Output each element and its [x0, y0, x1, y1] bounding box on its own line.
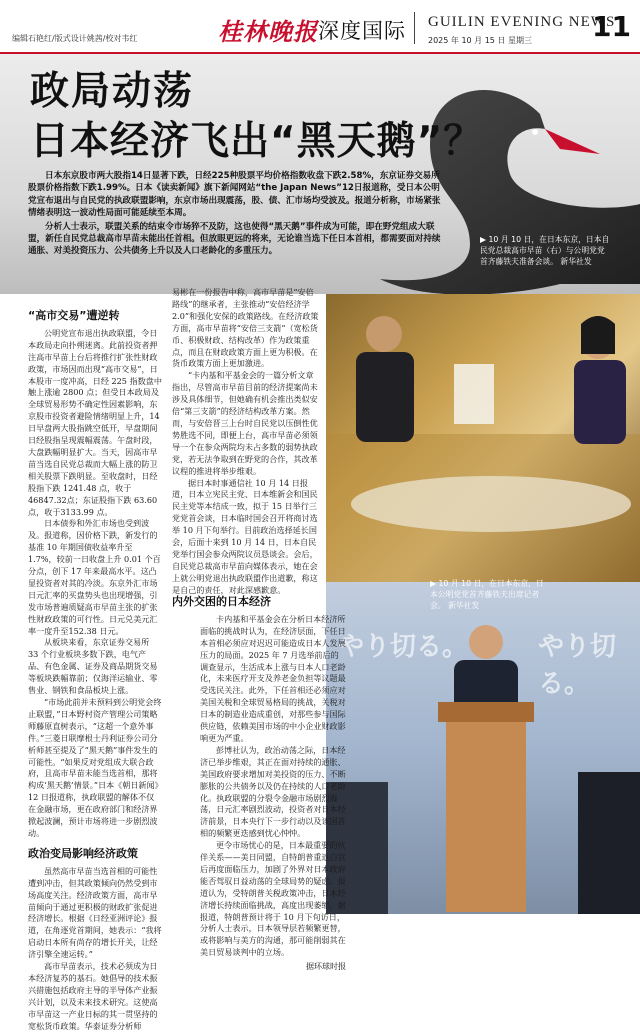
- body-paragraph: 从板块来看，东京证券交易所 33 个行业板块多数下跌，电气产品、有色金属、证券及商品期货交易等板块跌幅靠前；仅海洋运输业、零售业、钢铁和食品板块上涨。: [28, 637, 158, 696]
- body-paragraph: 据日本时事通信社 10 月 14 日报道，日本立宪民主党、日本维新会和国民民主党等本结成一致，拟于 15 日举行三党党首会谈，日本临时国会召开将商讨选举 10 月下旬举行。目前政治选择延长国会，后面十来到 10 月 14 日，日本自民党举行国会参众两院议员恳谈会。会后，自民党总裁高市早苗向媒体表示，她在会上就公明党退出执政联盟作出道歉，称这是自己的责任，对此深感歉意。: [172, 477, 318, 595]
- body-paragraph: 公明党宣布退出执政联盟，令日本政局走向扑朔迷离。此前投资者押注高市早苗上台后将推行扩张性财政政策，市场因而出现“高市交易”，日本股市一度冲高，日经 225 指数盘中触上涨逾 2800 点；但受日本政局及全球贸易形势不确定性因素影响，东京股市投资者避险情绪明显上升，14 日早盘两大股指跳空低开，早盘期间日经股指呈现震幅震荡。午盘时段，大盘跌幅明显扩大。当天，因高市早苗当选自民党总裁而大幅上涨的防卫相关股票下跌明显。至收盘时，日经股指下跌 1241.48 点，收于 46847.32点；东证股指下跌 63.60 点，收于3133.99 点。: [28, 327, 162, 517]
- body-paragraph: 更令市场忧心的是，日本最重要的伙伴关系——美日同盟，自特朗普重返白宫后再度面临压力，加剧了外界对日本政府能否驾驭日益动荡的全球局势的疑虑。报道认为，受特朗普关税政策冲击，日本经济增长持续面临挑战，高度出现萎缩，据报道，特朗普预计将于 10 月下旬访日，分析人士表示，日本领导层若频繁更替，或将影响与美方的沟通，那可能削弱其在美日贸易谈判中的立场。: [200, 840, 346, 958]
- body-paragraph: “卡内基和平基金会的一篇分析文章指出，尽管高市早苗目前的经济提案尚未涉及具体细节，但她确有机会推出类似安倍“第三支箭”的经济结构改革方案。然而，与安倍晋三上台时自民党以压倒性优势胜选不同，即便上台，高市早苗必须领导一个在参众两院均未占多数的弱势执政党，若无法争取到在野党的合作，其改革议程的推进将举步维艰。: [172, 370, 318, 476]
- backdrop-slogan-left: やり切る。: [338, 632, 469, 662]
- backdrop-slogan-right: やり切る。: [538, 632, 617, 699]
- subheading-policy: 政治变局影响经济政策: [28, 846, 138, 860]
- article-column-2: [172, 287, 320, 597]
- body-paragraph: 日本债券和外汇市场也受到波及。报道称，因价格下跌，新发行的基准 10 年期国债收益率升至 1.7%，较前一日收盘上升 0.01 个百分点，创下 17 年来最高水平。这凸显投资者对其的冷淡。东京外汇市场日元汇率的买盘势头也出现增强，引发市场普遍质疑高市早苗主张的扩张性财政政策的可行性。日元兑美元汇率一度升至152.38 日元。: [28, 518, 161, 636]
- body-paragraph: “市场此前并未预料到公明党会终止联盟，”日本野村资产管理公司策略师藤原直树表示，“这超一个意外事件。”三菱日联摩根士丹利证券公司分析师甚至提及了“黑天鹅”事件发生的可能性。“如果反对党组成大联合政府，且高市早苗未能当选首相，那将构成‘黑天鹅’情景。”日本《朝日新闻》12 日报道称，执政联盟的解体不仅在金融市场，更在政府部门和经济界掀起波澜，预计市场将进一步剧烈波动。: [28, 697, 162, 838]
- press-conference-photo: [326, 582, 640, 914]
- headline-line-1: 政局动荡: [30, 69, 195, 114]
- subheading-market: “高市交易”遭逆转: [28, 309, 120, 322]
- newspaper-logo: 桂林晚报: [218, 17, 318, 46]
- headline-line-2: 日本经济飞出“黑天鹅”？: [30, 119, 484, 164]
- page-number: 11: [592, 10, 631, 43]
- lead-para: 日本东京股市两大股指14日显著下跌，日经225种股票平均价格指数收盘下跌2.58%，东京证券交易所股票价格指数下跌1.99%。日本《读卖新闻》旗下新闻网站“the Japan News”12日报道称，受日本公明党宣布退出与自民党的执政联盟影响，东京市场出现震荡，股、债、汇市场均受波及。报道分析称，市场紧张情绪表明这一波动性局面可能延续至本周。: [28, 171, 441, 219]
- source-credit: 据环球时报: [306, 962, 346, 972]
- subheading-economy: 内外交困的日本经济: [172, 595, 271, 608]
- masthead-divider: [414, 12, 415, 44]
- lead-para: 分析人士表示，联盟关系的结束令市场猝不及防，这也使得“黑天鹅”事件成为可能，即在野党组成大联盟，新任自民党总裁高市早苗未能出任首相。但放眼更远的将来，无论谁当选下任日本首相，都需要面对持续通胀、对美投资压力、公共债务上升以及人口老龄化的多重压力。: [28, 221, 441, 257]
- photo2-caption: ▶ 10 月 10 日，在日本东京，日本公明党党首齐藤铁夫出席记者会。 新华社发: [430, 579, 544, 610]
- editors-credit: 编辑石艳红/版式设计姚茜/校对韦红: [12, 34, 138, 43]
- body-paragraph: 彭博社认为，政治动荡之际，日本经济已举步维艰，其正在面对持续的通胀、美国政府要求增加对美投资的压力、不断膨胀的公共债务以及仍在持续的人口老龄化。执政联盟的分裂令金融市场剧烈震荡，日元汇率剧烈波动，投资者对日本经济前景，日本央行下一步行动以及该国首相的频繁更迭感到忧心忡忡。: [200, 744, 346, 839]
- body-paragraph: 虽然高市早苗当选首相的可能性遭到冲击，但其政策倾向仍然受到市场高度关注。经济政策方面，高市早苗倾向于通过更积极的财政扩张促进经济增长。根据《日经亚洲评论》报道，在角逐党首期间，她表示：“我将启动日本所有尚存的增长开关，让经济引擎全速运转。”: [28, 865, 162, 960]
- lead-paragraph: [28, 170, 442, 259]
- meeting-photo-scene: [326, 294, 640, 582]
- article-column-1: [28, 310, 162, 1032]
- meeting-photo: [326, 294, 640, 582]
- section-title: 深度国际: [318, 19, 406, 43]
- body-paragraph: 卡内基和平基金会在分析日本经济所面临的挑战时认为，在经济层面，下任日本首相必须应对迟迟可能造成日本人发展压力的局面。2025 年 7 月选举前后的调查显示，生活成本上涨与日本人口老龄化，未来医疗开支及养老金负担等议题最受选民关注。此外，下任首相还必须应对美国关税和全球贸易格局的挑战，关税对日本的制造业造成重创，对那些参与国际供应链，依赖美国市场的中小企业财政影响更为严重。: [200, 613, 346, 743]
- photo1-caption: ▶ 10 月 10 日，在日本东京，日本自民党总裁高市早苗（右）与公明党党首齐藤铁夫准备会谈。 新华社发: [480, 235, 610, 266]
- article-column-3: [172, 595, 346, 973]
- issue-date: 2025 年 10 月 15 日 星期三: [428, 36, 532, 45]
- body-paragraph: 高市早苗表示，技术必须成为日本经济复苏的基石。她倡导的技术振兴措施包括政府主导的半导体产业振兴计划，以及未来技术研究。这使高市早苗这一产业日标的其一贯坚持的宽松货币政策。华泰证券分析师: [28, 961, 158, 1031]
- body-paragraph: 易彬在一份报告中称，高市早苗是“安倍路线”的继承者，主张推动“安倍经济学2.0”和强化安保的政策路线。在经济政策方面，高市早苗将“安倍三支箭”（宽松货币、积极财政、结构改革）作为政策重点，而且在财政政策方面上更为积极。在货币政策方面上更加激进。: [172, 287, 319, 369]
- english-name: GUILIN EVENING NEWS: [428, 14, 616, 30]
